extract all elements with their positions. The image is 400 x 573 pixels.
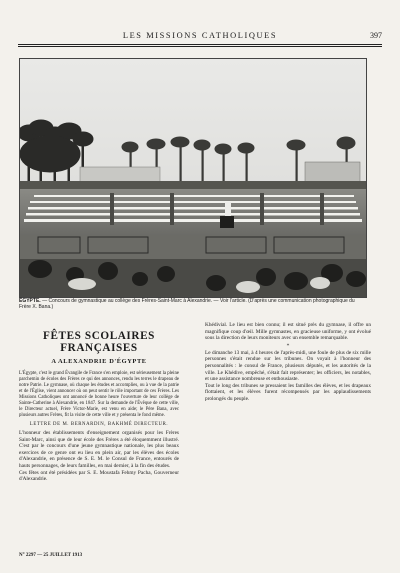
article-intro: L'Égypte, c'est le grand Évangile de France s'en emploie, est sérieusement la pleine parchemin de écoles des Frères ce qui des annonces, rendu les terres le drapeau de notre Patrie. Le gymnase, où chaque les études et accomplies, ou à vue de la patrie et de l'Église, vient annoncer où on peut sentir le rôle important de ces Frères. Les Missions Catholiques ont annoncé de bonne heure l'ouverture de leur collège de Sainte-Catherine à Alexandrie, en 1847. Sur la demande de l'Évêque de cette ville, le Directeur actuel, Frère Victor-Marie, est venu en aide; le Père Bana, avec plusieurs autres Frères, fit la visite de cette ville et y présenta le fond même. xyxy=(19,371,179,418)
article-right-body-3: Tout le long des tribunes se pressaient les familles des élèves, et les drapeaux flottaient, et les élèves furent récompensés par les applaudissements prolongés du peuple. xyxy=(205,382,371,402)
page-header xyxy=(18,31,382,43)
article-left-body: L'honneur des établissements d'enseignement organisés pour les Frères Saint-Marc, ainsi que de leur école des Frères a été éloquemment illustré. C'est par le concours d'une jeune gymnastique nationale, les plus beaux exercices de ce genre ont eu lieu en plein air, par les élèves des écoles d'Alexandrie, en présence de S. E. M. le Consul de France, entourés de hauts personnages, de leurs familles, en mai dernier, à la fin des études. xyxy=(19,430,179,469)
article-left-body-2: Ces fêtes ont été présidées par S. E. Moustafa Fehmy Pacha, Gouverneur d'Alexandrie. xyxy=(19,469,179,483)
festival-photo xyxy=(19,58,367,298)
journal-title: LES MISSIONS CATHOLIQUES xyxy=(122,31,278,40)
section-separator: * xyxy=(286,342,290,349)
article-right-body-2: Le dimanche 13 mai, à 4 heures de l'après-midi, une foule de plus de six mille personnes s'était rendue sur les tribunes. On voyait à l'honneur des personnalités : le consul de France, plusieurs députés, et les autorités de la ville. Le Khédive, empêché, s'était fait représenter; les officiers, les notables, et une assistance nombreuse et enthousiaste. xyxy=(205,349,371,383)
header-rule-double xyxy=(18,46,382,47)
article-right-body-1: Khédivial. Le lieu est bien connu; il est situé près du gymnase, il offre un magnifique coup d'œil. Mille gymnastes, en gracieuse uniforme, y ont évolué sous la direction de leurs moniteurs avec un ensemble remarquable. xyxy=(205,322,371,342)
header-rule xyxy=(18,44,382,45)
letter-heading: LETTRE DE M. BERNARDIN, BAKHMÉ DIRECTEUR. xyxy=(29,422,169,427)
caption-text: — Concours de gymnastique au collège des Frères-Saint-Marc à Alexandrie. — Voir l'article. (D'après une communication photographique du Frère X. Bana.) xyxy=(19,298,355,311)
article-right-column xyxy=(205,322,371,403)
article-left-column xyxy=(19,322,179,483)
article-title: FÊTES SCOLAIRES FRANÇAISES xyxy=(43,330,155,354)
caption-place: ÉGYPTE. xyxy=(19,298,41,304)
photo-gymnastics-festival-image xyxy=(20,59,366,297)
photo-caption xyxy=(19,298,365,311)
issue-footer: N° 2297 — 25 JUILLET 1913 xyxy=(19,553,83,558)
article-subtitle: A ALEXANDRIE D'ÉGYPTE xyxy=(51,358,147,365)
page-number: 397 xyxy=(370,31,382,40)
